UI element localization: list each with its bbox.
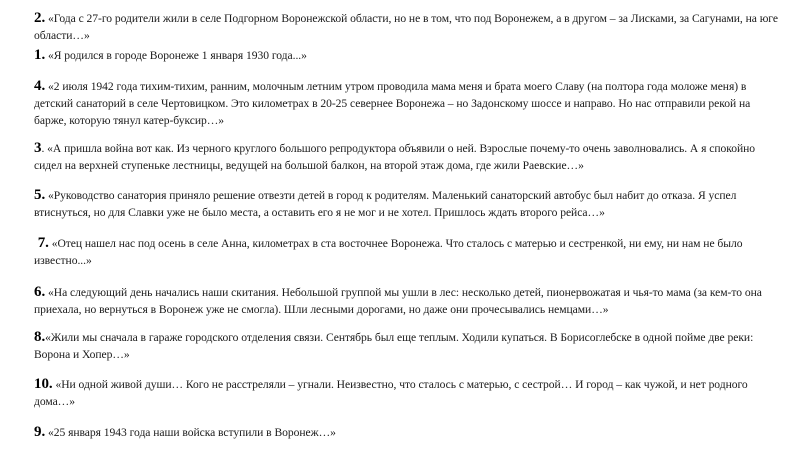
item-text: «На следующий день начались наши скитания. Небольшой группой мы ушли в лес: несколько детей, пионервожатая и чья-то мама (за кем-то она приехала, но вернуться в Воронеж уже не смогла). Шли лесными дорогами, но даже они прочесывались немцами…» — [34, 286, 762, 316]
item-number: 7. — [34, 235, 49, 251]
item-text: «2 июля 1942 года тихим-тихим, ранним, молочным летним утром проводила мама меня и брата моего Славу (на полтора года моложе меня) в детский санаторий в селе Чертовицком. Это километрах в 20-25 севернее Воронежа – но Задонскому шоссе и направо. Но нас отправили рекой на барже, которую тянул катер-буксир…» — [34, 80, 751, 127]
item-text: «Ни одной живой души… Кого не расстреляли – угнали. Неизвестно, что сталось с матерью, с сестрой… И город – как чужой, и нет родного дома…» — [34, 378, 748, 408]
list-item — [34, 424, 782, 441]
item-text: «25 января 1943 года наши войска вступили в Воронеж…» — [45, 426, 336, 439]
list-item — [34, 284, 782, 318]
item-text: . «А пришла война вот как. Из черного круглого большого репродуктора объявили о ней. Взрослые почему-то очень заволновались. А я спокойно сидел на верхней ступеньке лестницы, ведущей на большой балкон, на второй этаж дома, где жили Раевские…» — [34, 142, 756, 172]
item-number: 2. — [34, 10, 46, 26]
list-item — [34, 140, 782, 174]
item-number: 1. — [34, 47, 46, 63]
item-number: 4. — [34, 78, 46, 94]
list-item — [34, 78, 782, 129]
item-number: 9. — [34, 424, 46, 440]
item-number: 8. — [34, 329, 46, 345]
item-text: «Года с 27-го родители жили в селе Подгорном Воронежской области, но не в том, что под Воронежем, а в другом – за Лисками, за Сагунами, на юге области…» — [34, 12, 778, 42]
item-text: «Жили мы сначала в гараже городского отделения связи. Сентябрь был еще теплым. Ходили купаться. В Борисоглебске в одной пойме две реки: Ворона и Хопер…» — [34, 331, 754, 361]
list-item — [34, 187, 782, 221]
list-item — [34, 376, 782, 410]
item-text: «Я родился в городе Воронеже 1 января 1930 года...» — [45, 49, 307, 62]
list-item — [34, 235, 782, 269]
item-text: «Отец нашел нас под осень в селе Анна, километрах в ста восточнее Воронежа. Что сталось с матерью и сестренкой, ни ему, ни нам не было известно...» — [34, 237, 743, 267]
list-item — [34, 10, 782, 44]
item-number: 3 — [34, 140, 42, 156]
item-number: 5. — [34, 187, 46, 203]
list-item — [34, 329, 782, 363]
list-item — [34, 47, 782, 64]
item-text: «Руководство санатория приняло решение отвезти детей в город к родителям. Маленький санаторский автобус был набит до отказа. Я успел втиснуться, но для Славки уже не было места, а оставить его я не мог и не хотел. Пришлось ждать второго рейса…» — [34, 189, 737, 219]
item-number: 10. — [34, 376, 53, 392]
item-number: 6. — [34, 284, 46, 300]
